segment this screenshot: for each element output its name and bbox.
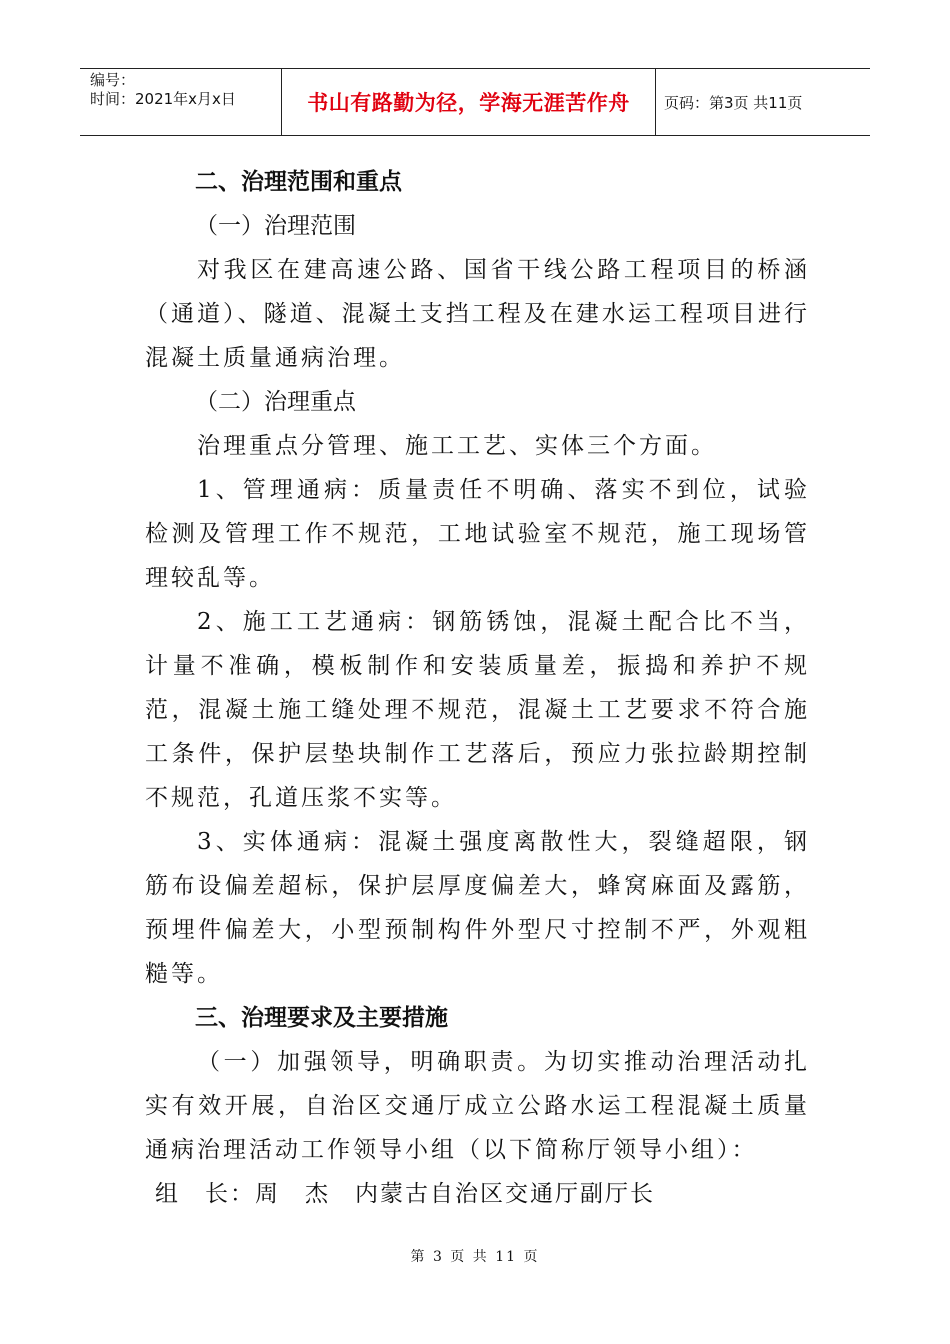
section-3-title: 三、治理要求及主要措施 [195,1005,448,1031]
subsection-scope-title: （一）治理范围 [195,213,356,239]
paragraph-leadership: （一）加强领导，明确职责。为切实推动治理活动扎实有效开展，自治区交通厅成立公路水运工程混凝土质量通病治理活动工作领导小组（以下简称厅领导小组）： [145,1049,810,1163]
header-page-info: 页码：第3页 共11页 [664,93,803,112]
paragraph-item-1: 1、管理通病：质量责任不明确、落实不到位，试验检测及管理工作不规范，工地试验室不规范，施工现场管理较乱等。 [145,477,810,591]
page-header [80,68,870,136]
header-slogan: 书山有路勤为径，学海无涯苦作舟 [282,69,656,135]
paragraph-item-3: 3、实体通病：混凝土强度离散性大，裂缝超限，钢筋布设偏差超标，保护层厚度偏差大，蜂窝麻面及露筋，预埋件偏差大，小型预制构件外型尺寸控制不严，外观粗糙等。 [145,829,810,987]
member-line-leader: 组 长：周 杰 内蒙古自治区交通厅副厅长 [155,1181,655,1207]
subsection-focus-title: （二）治理重点 [195,389,356,415]
code-label: 编号： [90,71,136,89]
paragraph-focus-intro: 治理重点分管理、施工工艺、实体三个方面。 [197,433,717,459]
header-meta [80,69,282,135]
paragraph-scope: 对我区在建高速公路、国省干线公路工程项目的桥涵（通道）、隧道、混凝土支挡工程及在建水运工程项目进行混凝土质量通病治理。 [145,257,810,371]
section-2-title: 二、治理范围和重点 [195,169,402,195]
paragraph-item-2: 2、施工工艺通病：钢筋锈蚀，混凝土配合比不当，计量不准确，模板制作和安装质量差，振捣和养护不规范，混凝土施工缝处理不规范，混凝土工艺要求不符合施工条件，保护层垫块制作工艺落后，预应力张拉龄期控制不规范，孔道压浆不实等。 [145,609,810,811]
document-body [145,160,810,1216]
time-label: 时间：2021年x月x日 [90,90,236,108]
page-footer: 第 3 页 共 11 页 [410,1249,540,1265]
